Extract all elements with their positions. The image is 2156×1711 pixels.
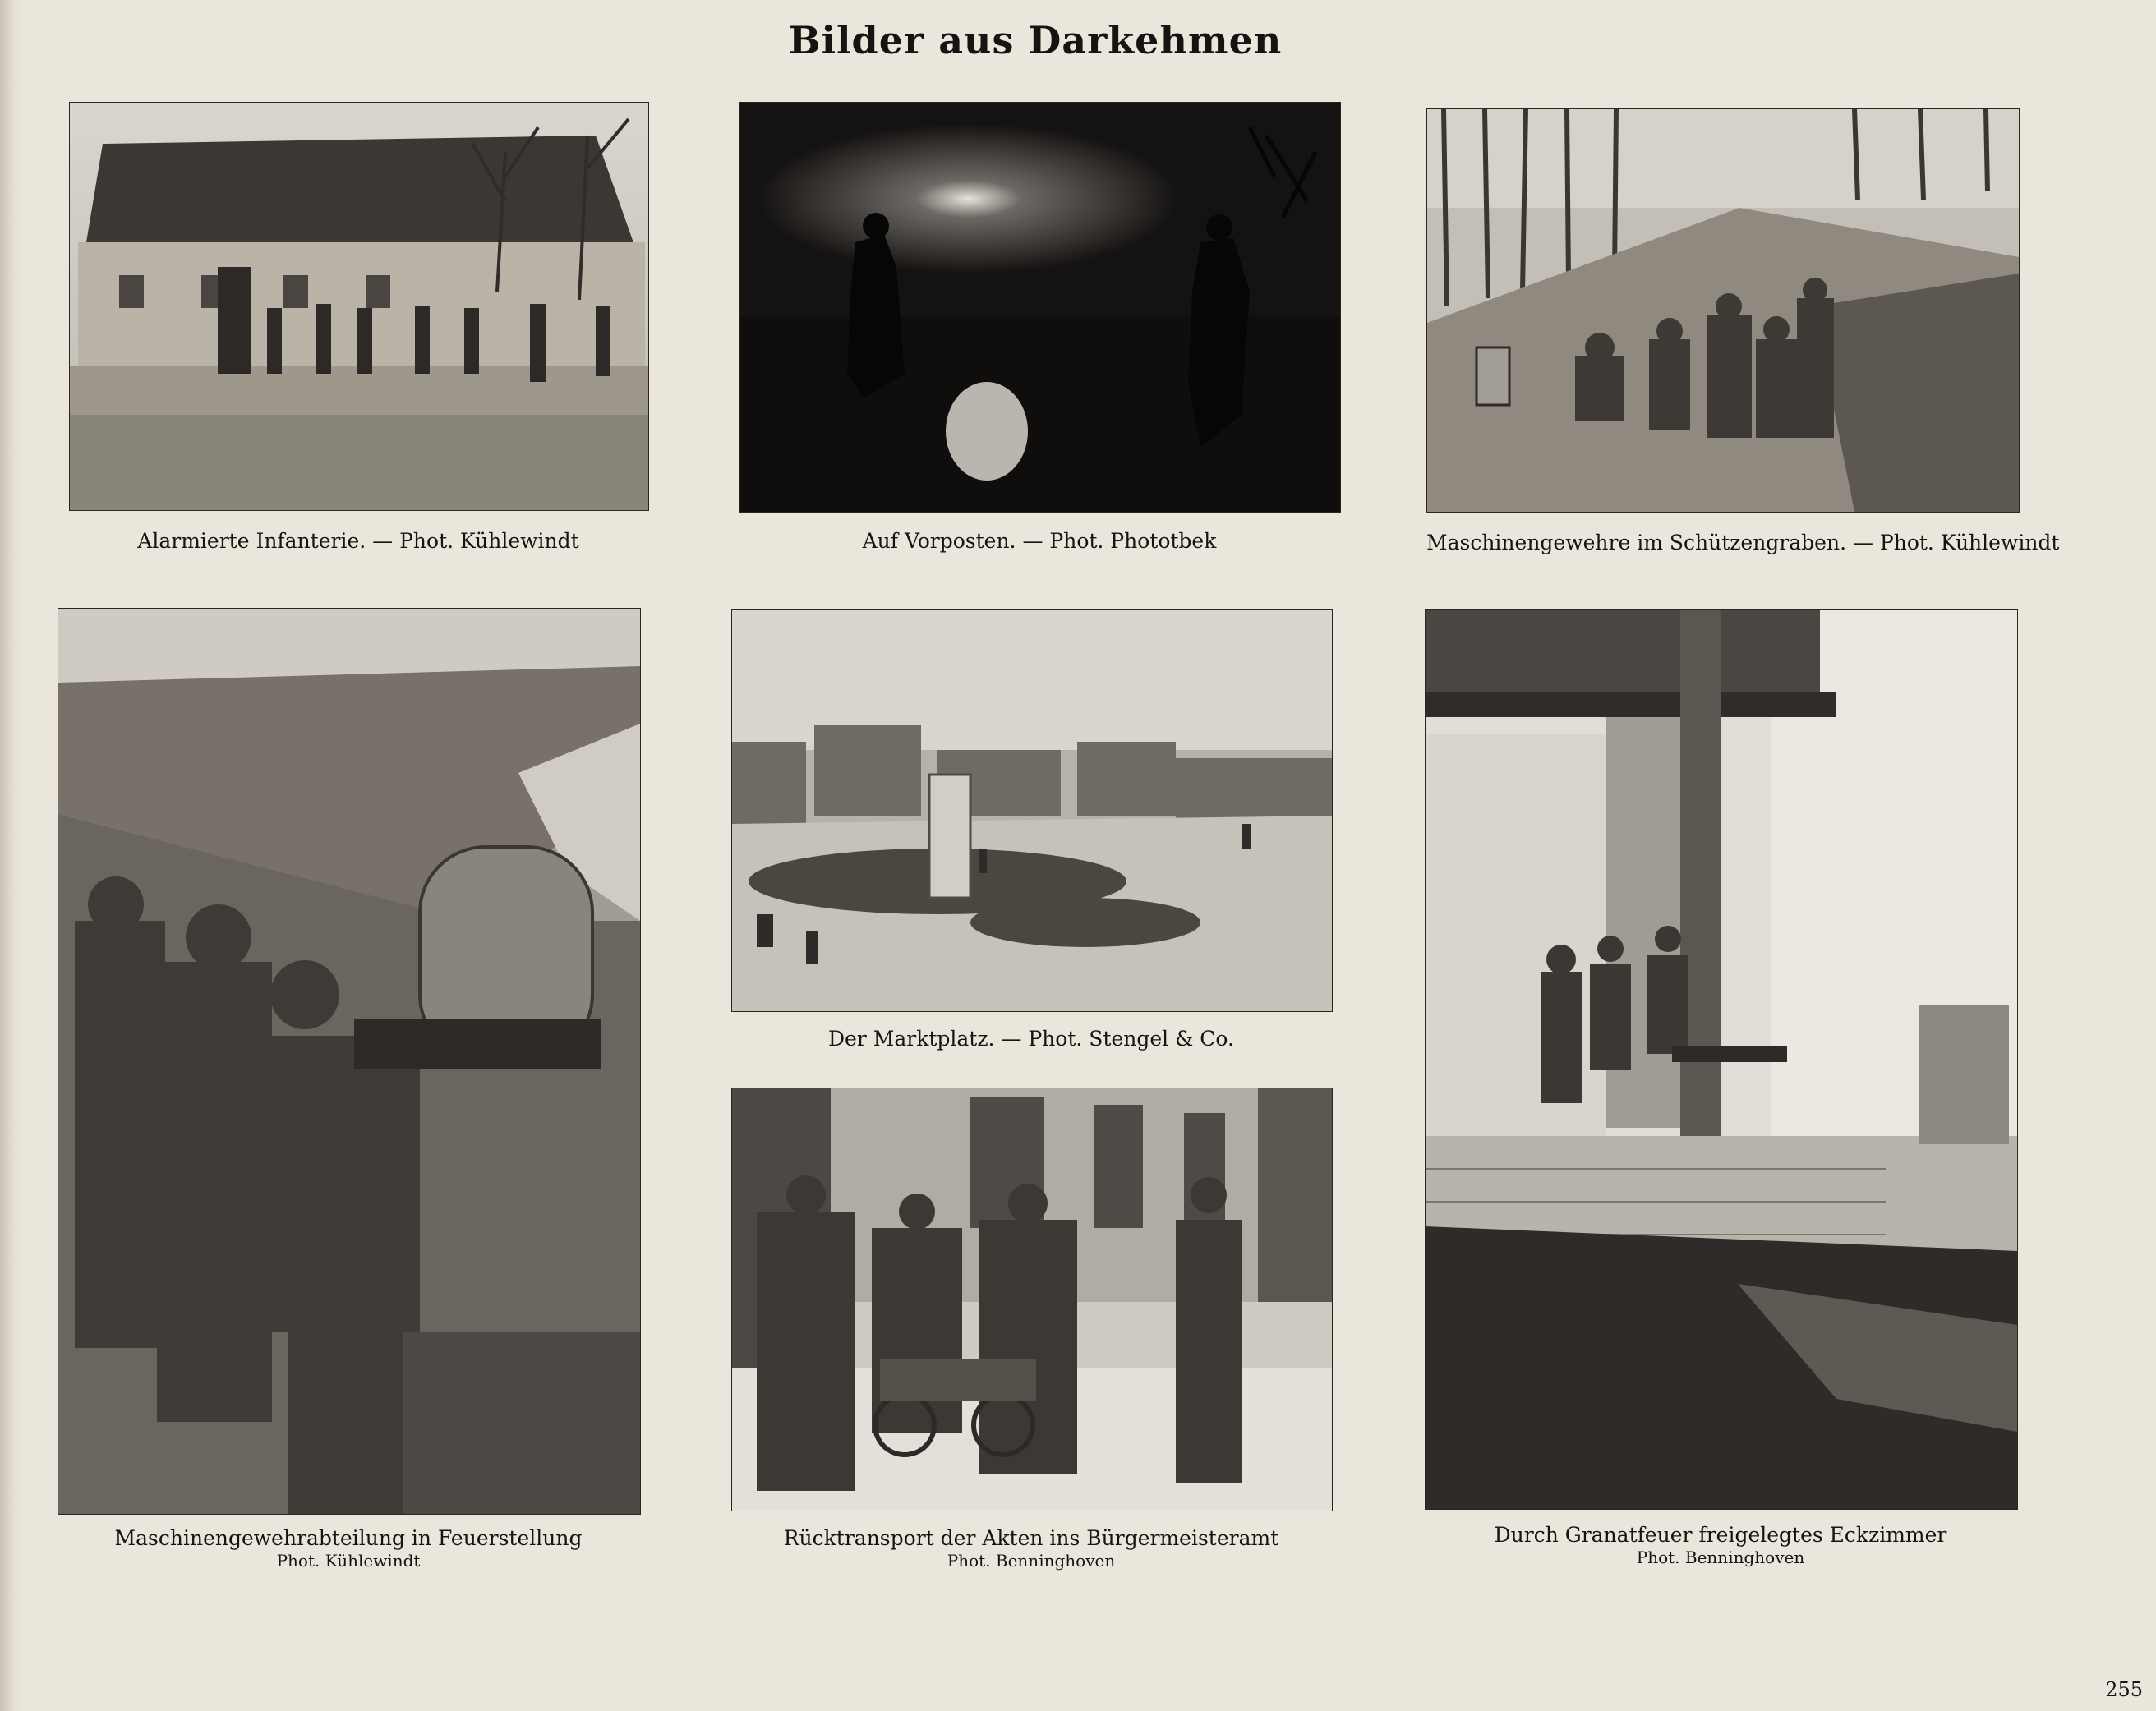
photo-alarmed-infantry <box>69 102 649 511</box>
page-title: Bilder aus Darkehmen <box>788 18 1283 62</box>
caption-text: Alarmierte Infanterie. — Phot. Kühlewindt <box>137 529 579 553</box>
photo-machine-guns-trench <box>1426 108 2020 513</box>
caption-credit: Phot. Benninghoven <box>947 1551 1116 1571</box>
caption-text: Maschinengewehrabteilung in Feuerstellung <box>114 1526 583 1550</box>
caption-machine-gun-unit <box>58 1526 639 1571</box>
photo-exposed-corner-room <box>1425 609 2018 1510</box>
photo-files-transport <box>731 1088 1333 1511</box>
caption-text: Der Marktplatz. — Phot. Stengel & Co. <box>828 1027 1234 1051</box>
caption-exposed-corner-room <box>1425 1523 2016 1567</box>
caption-machine-guns-trench <box>1426 531 2060 555</box>
caption-market-square <box>731 1027 1331 1051</box>
book-spine-shadow <box>0 0 21 1711</box>
caption-text: Maschinengewehre im Schützengraben. — Phot. Kühlewindt <box>1426 531 2060 554</box>
caption-text: Durch Granatfeuer freigelegtes Eckzimmer <box>1494 1523 1947 1547</box>
caption-text: Rücktransport der Akten ins Bürgermeisteramt <box>783 1526 1279 1550</box>
photo-machine-gun-unit <box>58 608 641 1515</box>
caption-text: Auf Vorposten. — Phot. Phototbek <box>862 529 1217 553</box>
page-number: 255 <box>2105 1678 2143 1701</box>
caption-files-transport <box>731 1526 1331 1571</box>
caption-credit: Phot. Benninghoven <box>1636 1548 1805 1567</box>
photo-market-square <box>731 609 1333 1012</box>
caption-alarmed-infantry <box>69 529 647 554</box>
photo-outpost-night <box>739 102 1341 513</box>
caption-outpost <box>739 529 1339 554</box>
caption-credit: Phot. Kühlewindt <box>276 1551 421 1571</box>
